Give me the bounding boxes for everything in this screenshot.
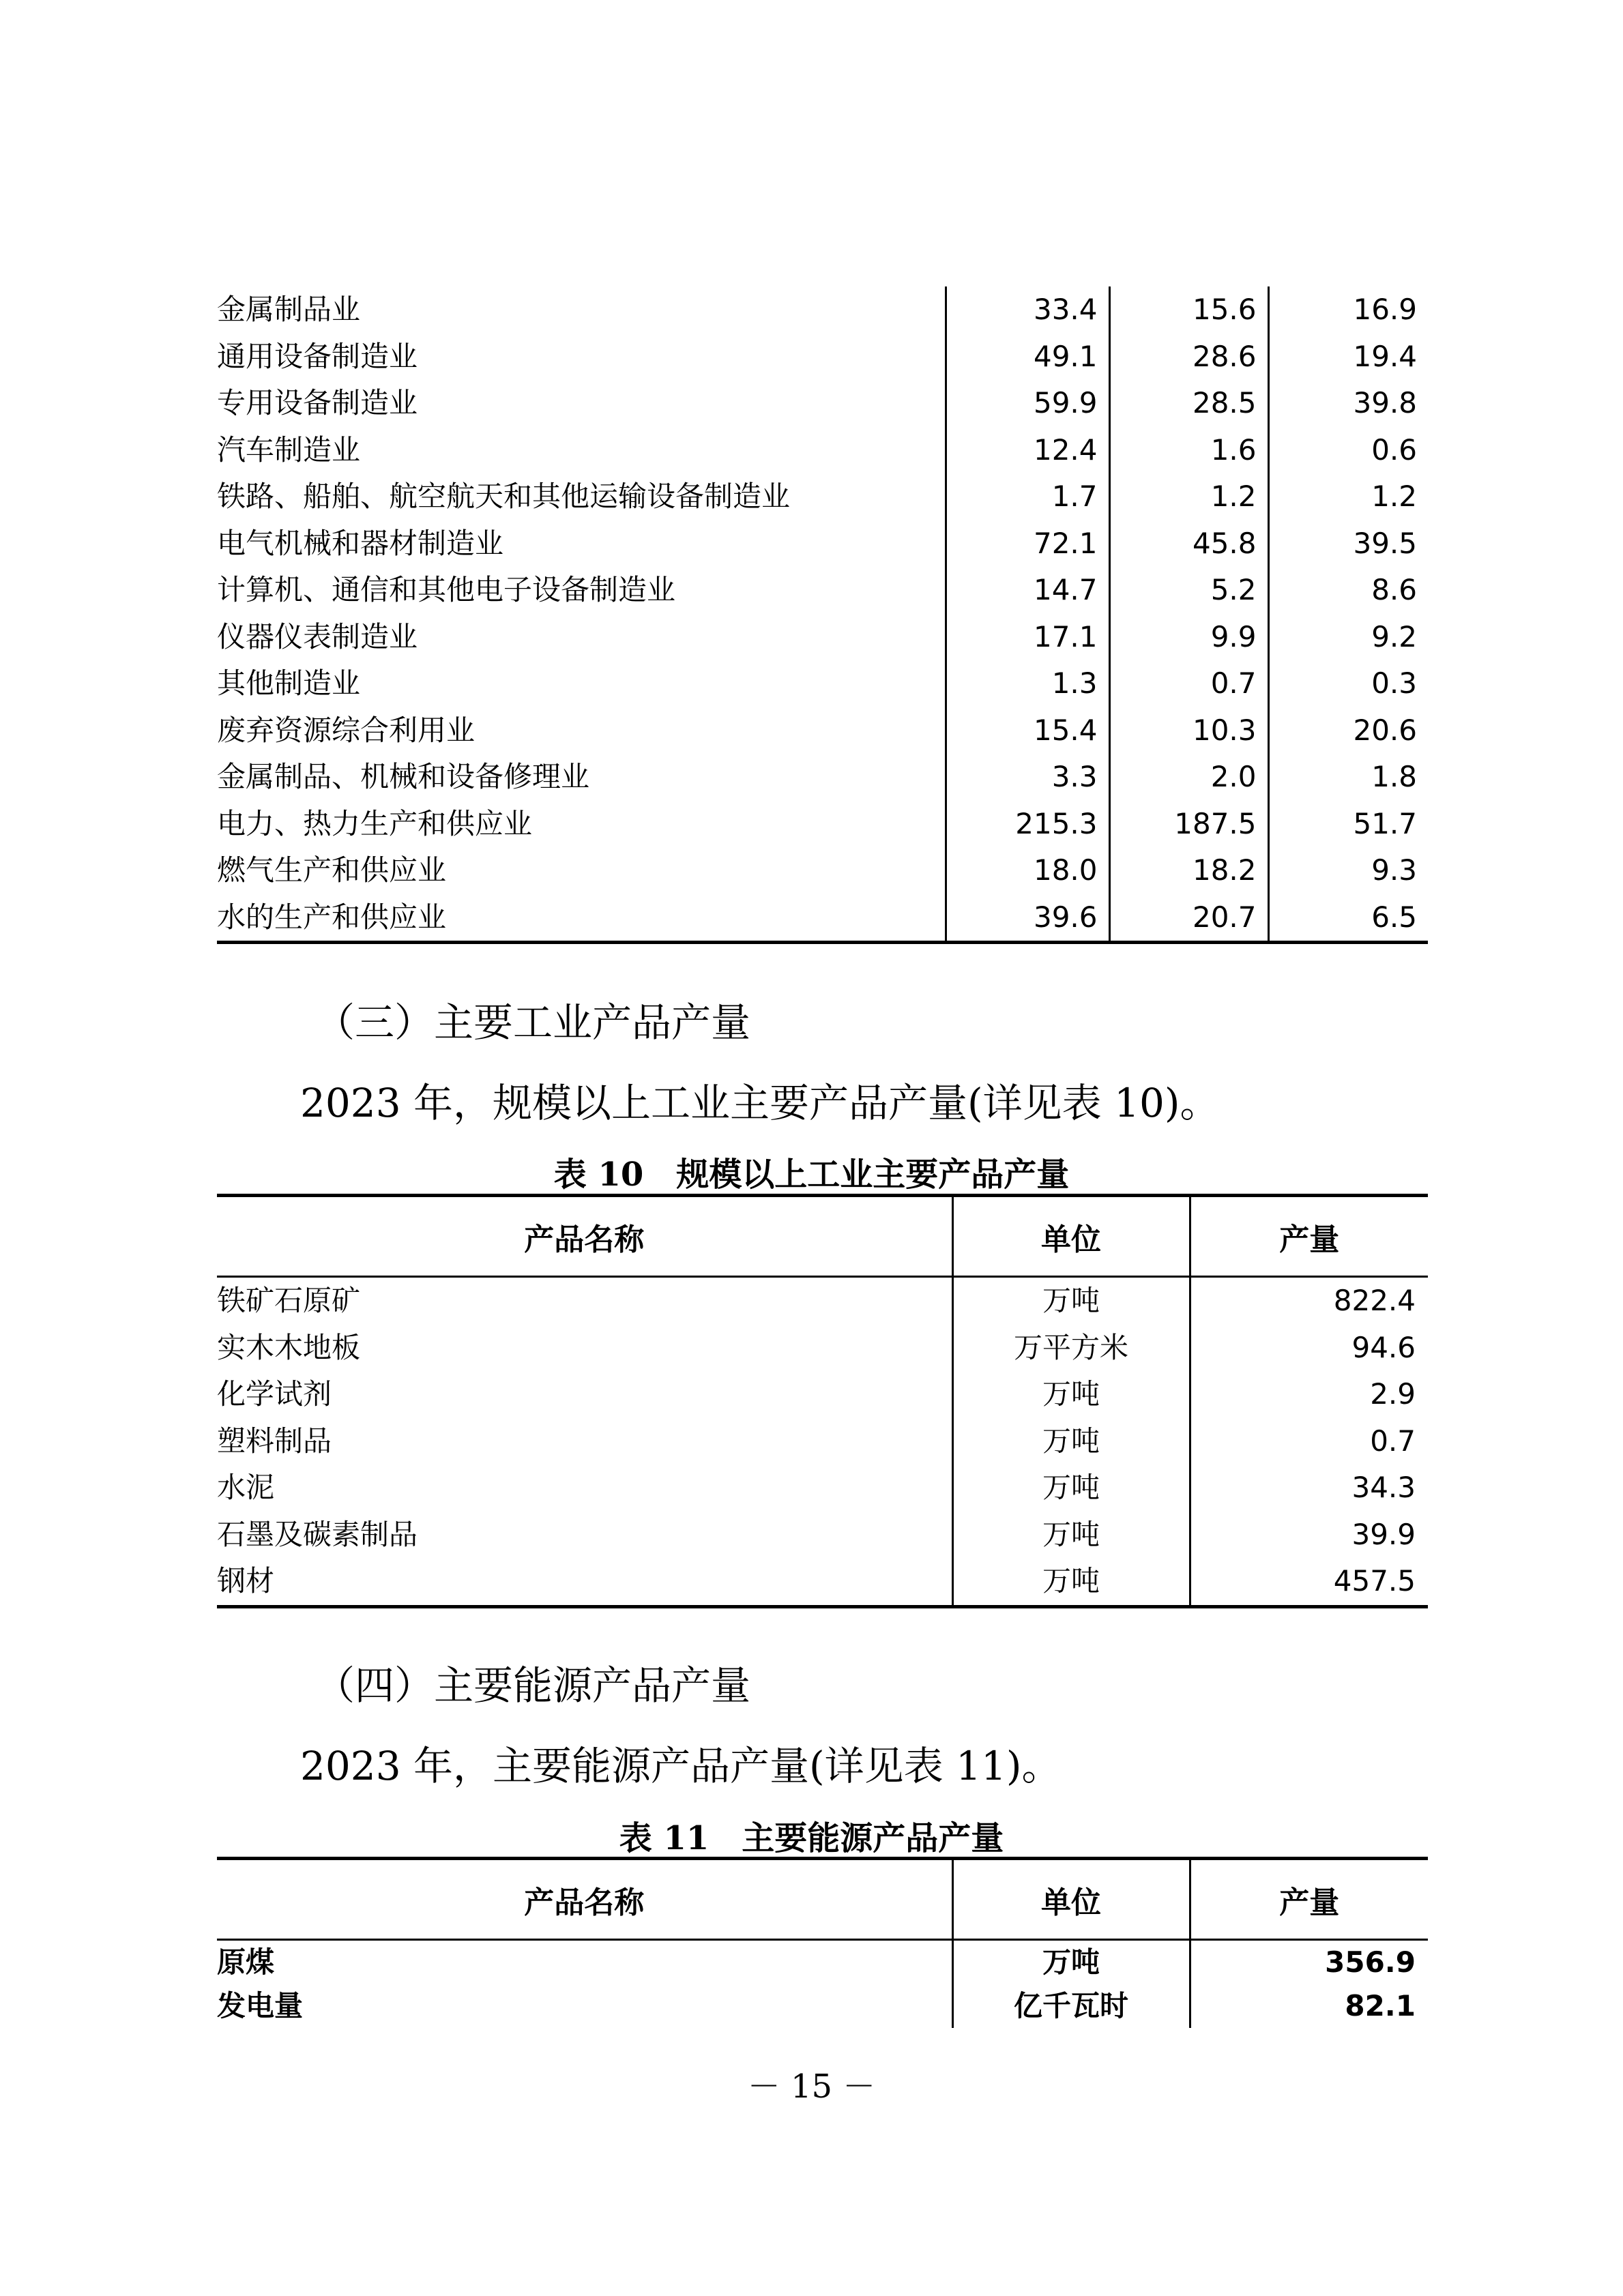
product-unit: 万吨: [952, 1558, 1190, 1606]
table-row: [217, 1512, 1428, 1559]
table-row: [217, 894, 1428, 943]
table10-caption: 表 10 规模以上工业主要产品产量: [553, 1156, 1070, 1194]
product-name: 铁矿石原矿: [217, 1284, 361, 1317]
value-col-1: 18.0: [946, 847, 1109, 894]
product-unit: 万吨: [952, 1512, 1190, 1559]
page-number: － 15 －: [747, 2067, 876, 2106]
value-col-3: 0.6: [1268, 427, 1428, 474]
value-col-1: 3.3: [946, 754, 1109, 801]
industry-name: 专用设备制造业: [217, 386, 418, 420]
product-output: 94.6: [1190, 1325, 1428, 1372]
product-name: 水泥: [217, 1471, 275, 1504]
product-name: 石墨及碳素制品: [217, 1517, 418, 1551]
value-col-3: 0.3: [1268, 660, 1428, 707]
industrial-products-table: [217, 1194, 1428, 1608]
value-col-2: 10.3: [1109, 707, 1268, 754]
header-unit: 单位: [952, 1859, 1190, 1940]
industry-name: 电气机械和器材制造业: [217, 526, 504, 560]
product-output: 0.7: [1190, 1418, 1428, 1465]
value-col-3: 6.5: [1268, 894, 1428, 943]
value-col-3: 1.2: [1268, 473, 1428, 520]
table-row: [217, 1371, 1428, 1418]
table-row: [217, 1325, 1428, 1372]
table-row: [217, 1418, 1428, 1465]
value-col-2: 5.2: [1109, 567, 1268, 614]
product-output: 356.9: [1190, 1940, 1428, 1985]
table-row: [217, 1984, 1428, 2028]
value-col-1: 72.1: [946, 520, 1109, 568]
value-col-1: 215.3: [946, 801, 1109, 848]
value-col-2: 45.8: [1109, 520, 1268, 568]
value-col-3: 1.8: [1268, 754, 1428, 801]
product-name: 实木木地板: [217, 1330, 361, 1364]
table-row: [217, 614, 1428, 661]
industry-name: 计算机、通信和其他电子设备制造业: [217, 573, 676, 606]
energy-products-table: [217, 1857, 1428, 2028]
value-col-3: 51.7: [1268, 801, 1428, 848]
value-col-3: 19.4: [1268, 334, 1428, 381]
table-row: [217, 707, 1428, 754]
header-output: 产量: [1190, 1859, 1428, 1940]
product-unit: 万吨: [952, 1465, 1190, 1512]
product-unit: 万吨: [952, 1371, 1190, 1418]
table-row: [217, 520, 1428, 568]
table-row: [217, 754, 1428, 801]
industry-name: 铁路、船舶、航空航天和其他运输设备制造业: [217, 480, 791, 513]
value-col-2: 0.7: [1109, 660, 1268, 707]
value-col-3: 39.8: [1268, 380, 1428, 427]
product-unit: 万吨: [952, 1418, 1190, 1465]
product-name: 发电量: [217, 1989, 304, 2022]
section-heading-energy-products: （四）主要能源产品产量: [315, 1662, 751, 1709]
value-col-1: 39.6: [946, 894, 1109, 943]
table11-caption: 表 11 主要能源产品产量: [619, 1819, 1004, 1857]
industry-table-continued: [217, 286, 1428, 944]
table-row: [217, 380, 1428, 427]
industry-name: 水的生产和供应业: [217, 894, 946, 943]
value-col-2: 1.2: [1109, 473, 1268, 520]
product-name: 塑料制品: [217, 1424, 332, 1458]
value-col-1: 33.4: [946, 286, 1109, 334]
table-row: [217, 660, 1428, 707]
industry-name: 其他制造业: [217, 666, 361, 700]
header-product-name: 产品名称: [217, 1859, 952, 1940]
value-col-2: 18.2: [1109, 847, 1268, 894]
value-col-1: 14.7: [946, 567, 1109, 614]
table-row: [217, 1940, 1428, 1985]
industry-name: 汽车制造业: [217, 432, 361, 467]
value-col-1: 49.1: [946, 334, 1109, 381]
table-row: [217, 286, 1428, 334]
value-col-2: 28.5: [1109, 380, 1268, 427]
table-row: [217, 567, 1428, 614]
value-col-3: 8.6: [1268, 567, 1428, 614]
header-output: 产量: [1190, 1196, 1428, 1277]
value-col-2: 1.6: [1109, 427, 1268, 474]
table-row: [217, 1558, 1428, 1606]
value-col-1: 17.1: [946, 614, 1109, 661]
table-header-row: [217, 1196, 1428, 1277]
table-row: [217, 847, 1428, 894]
product-unit: 亿千瓦时: [952, 1984, 1190, 2028]
value-col-2: 20.7: [1109, 894, 1268, 943]
product-output: 82.1: [1190, 1984, 1428, 2028]
section-paragraph-industrial-products: 2023 年，规模以上工业主要产品产量(详见表 10)。: [300, 1080, 1220, 1126]
product-unit: 万平方米: [952, 1325, 1190, 1372]
table-row: [217, 1277, 1428, 1325]
industry-name: 通用设备制造业: [217, 339, 418, 373]
value-col-3: 20.6: [1268, 707, 1428, 754]
product-unit: 万吨: [952, 1277, 1190, 1325]
product-name: 钢材: [217, 1564, 275, 1598]
industry-name: 废弃资源综合利用业: [217, 713, 476, 747]
value-col-3: 9.3: [1268, 847, 1428, 894]
product-name: 原煤: [217, 1945, 275, 1979]
industry-name: 金属制品业: [217, 293, 361, 326]
product-unit: 万吨: [952, 1940, 1190, 1985]
value-col-1: 59.9: [946, 380, 1109, 427]
table-header-row: [217, 1859, 1428, 1940]
industry-name: 电力、热力生产和供应业: [217, 806, 533, 840]
value-col-1: 1.7: [946, 473, 1109, 520]
value-col-3: 39.5: [1268, 520, 1428, 568]
header-product-name: 产品名称: [217, 1196, 952, 1277]
table-row: [217, 473, 1428, 520]
value-col-1: 12.4: [946, 427, 1109, 474]
value-col-2: 187.5: [1109, 801, 1268, 848]
table-row: [217, 1465, 1428, 1512]
industry-name: 金属制品、机械和设备修理业: [217, 760, 590, 793]
table-row: [217, 334, 1428, 381]
value-col-3: 9.2: [1268, 614, 1428, 661]
header-unit: 单位: [952, 1196, 1190, 1277]
value-col-2: 2.0: [1109, 754, 1268, 801]
product-output: 2.9: [1190, 1371, 1428, 1418]
table-row: [217, 427, 1428, 474]
value-col-2: 28.6: [1109, 334, 1268, 381]
product-output: 457.5: [1190, 1558, 1428, 1606]
value-col-2: 15.6: [1109, 286, 1268, 334]
section-paragraph-energy-products: 2023 年，主要能源产品产量(详见表 11)。: [300, 1743, 1062, 1789]
value-col-3: 16.9: [1268, 286, 1428, 334]
product-output: 39.9: [1190, 1512, 1428, 1559]
table-row: [217, 801, 1428, 848]
value-col-2: 9.9: [1109, 614, 1268, 661]
industry-name: 燃气生产和供应业: [217, 853, 447, 887]
product-name: 化学试剂: [217, 1377, 332, 1411]
product-output: 34.3: [1190, 1465, 1428, 1512]
section-heading-industrial-products: （三）主要工业产品产量: [315, 999, 751, 1046]
value-col-1: 1.3: [946, 660, 1109, 707]
product-output: 822.4: [1190, 1277, 1428, 1325]
industry-name: 仪器仪表制造业: [217, 619, 418, 653]
value-col-1: 15.4: [946, 707, 1109, 754]
